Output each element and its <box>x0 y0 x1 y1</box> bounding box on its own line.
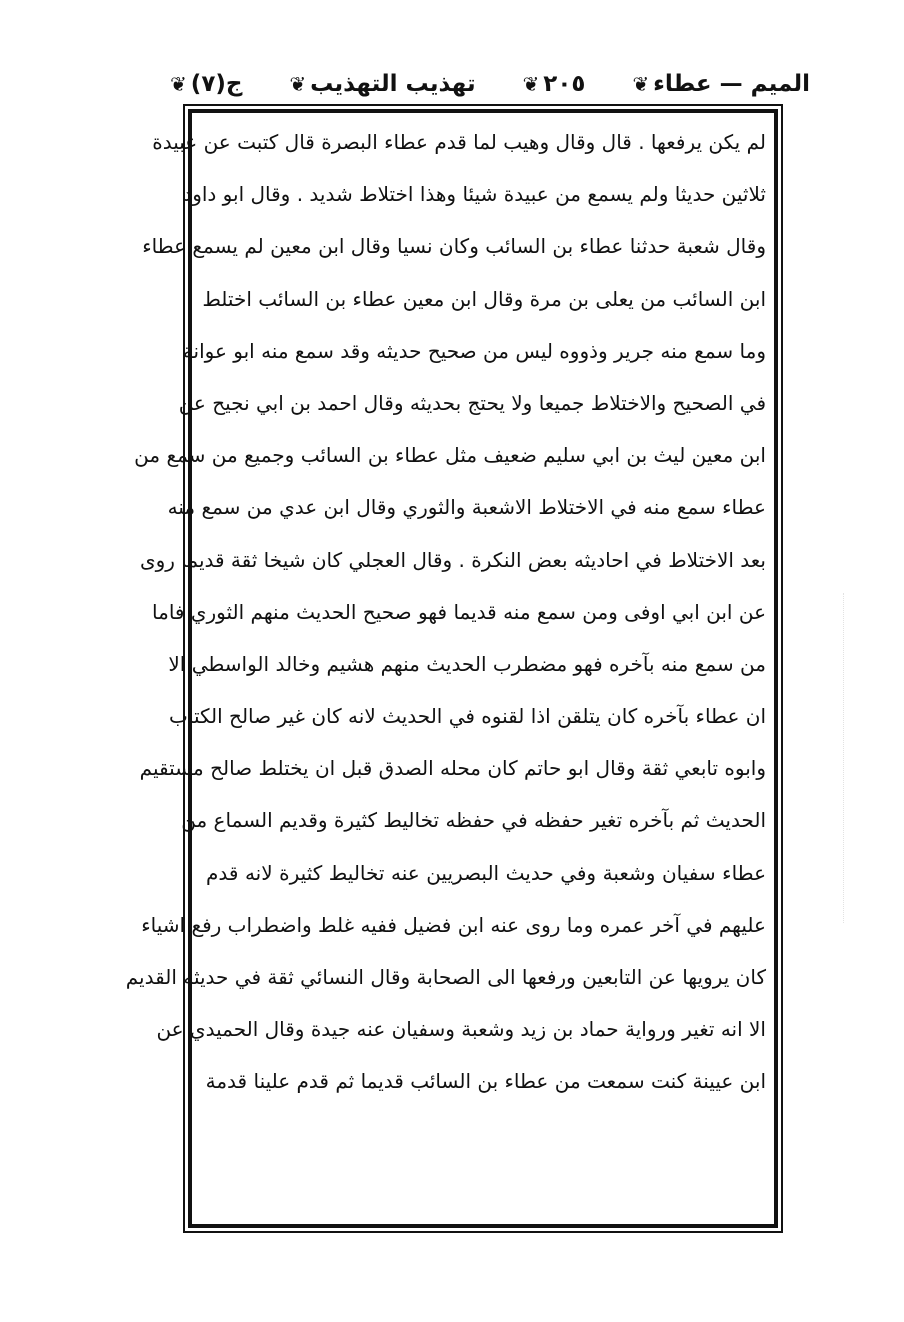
text-line: لم يكن يرفعها . قال وقال وهيب لما قدم عطاء البصرة قال كتبت عن عبيدة <box>152 130 766 154</box>
header-page-number <box>523 71 586 97</box>
ornament-icon: ❦ <box>170 72 187 96</box>
header-section <box>632 71 810 97</box>
header-book-title <box>289 71 475 97</box>
text-line: وقال شعبة حدثنا عطاء بن السائب وكان نسيا وقال ابن معين لم يسمع عطاء <box>142 234 766 259</box>
page-number: ٢٠٥ <box>543 71 586 97</box>
text-line: من سمع منه بآخره فهو مضطرب الحديث منهم هشيم وخالد الواسطي الا <box>168 651 766 676</box>
text-line: بعد الاختلاط في احاديثه بعض النكرة . وقال العجلي كان شيخا ثقة قديما روى <box>139 547 766 572</box>
ornament-icon: ❦ <box>632 72 650 96</box>
page-bleed-through <box>843 593 858 923</box>
text-line: ابن معين ليث بن ابي سليم ضعيف مثل عطاء بن السائب وجميع من سمع من <box>134 443 766 468</box>
text-line: في الصحيح والاختلاط جميعا ولا يحتج بحديثه وقال احمد بن ابي نجيح عن <box>178 390 766 415</box>
ornament-icon: ❦ <box>522 72 540 96</box>
body-text <box>125 116 766 1216</box>
book-title: تهذيب التهذيب <box>310 71 476 97</box>
page-header <box>170 62 810 106</box>
header-volume <box>170 71 242 97</box>
text-line: الحديث ثم بآخره تغير حفظه في حفظه تخاليط كثيرة وقديم السماع من <box>181 808 766 833</box>
text-line: ابن السائب من يعلى بن مرة وقال ابن معين عطاء بن السائب اختلط <box>202 286 766 311</box>
text-line: ثلاثين حديثا ولم يسمع من عبيدة شيئا وهذا اختلاط شديد . وقال ابو داود <box>183 182 766 207</box>
text-line: عليهم في آخر عمره وما روى عنه ابن فضيل ففيه غلط واضطراب رفع اشياء <box>141 912 766 937</box>
volume-label: ج(٧) <box>190 71 243 97</box>
text-line: وما سمع منه جرير وذووه ليس من صحيح حديثه وقد سمع منه ابو عوانة <box>182 338 766 363</box>
section-label: الميم — عطاء <box>653 71 810 97</box>
text-line: عطاء سفيان وشعبة وفي حديث البصريين عنه تخاليط كثيرة لانه قدم <box>206 860 766 885</box>
text-line: كان يرويها عن التابعين ورفعها الى الصحابة وقال النسائي ثقة في حديثه القديم <box>125 965 766 989</box>
text-line: الا انه تغير ورواية حماد بن زيد وشعبة وسفيان عنه جيدة وقال الحميدي عن <box>156 1017 766 1042</box>
text-line: وابوه تابعي ثقة وقال ابو حاتم كان محله الصدق قبل ان يختلط صالح مستقيم <box>139 756 766 781</box>
text-line: عن ابن ابي اوفى ومن سمع منه قديما فهو صحيح الحديث منهم الثوري فاما <box>152 599 766 624</box>
text-line: عطاء سمع منه في الاختلاط الاشعبة والثوري وقال ابن عدي من سمع منه <box>167 495 766 520</box>
text-line: ابن عيينة كنت سمعت من عطاء بن السائب قديما ثم قدم علينا قدمة <box>205 1069 766 1094</box>
ornament-icon: ❦ <box>289 72 307 96</box>
text-line: ان عطاء بآخره كان يتلقن اذا لقنوه في الحديث لانه كان غير صالح الكتاب <box>169 704 766 729</box>
